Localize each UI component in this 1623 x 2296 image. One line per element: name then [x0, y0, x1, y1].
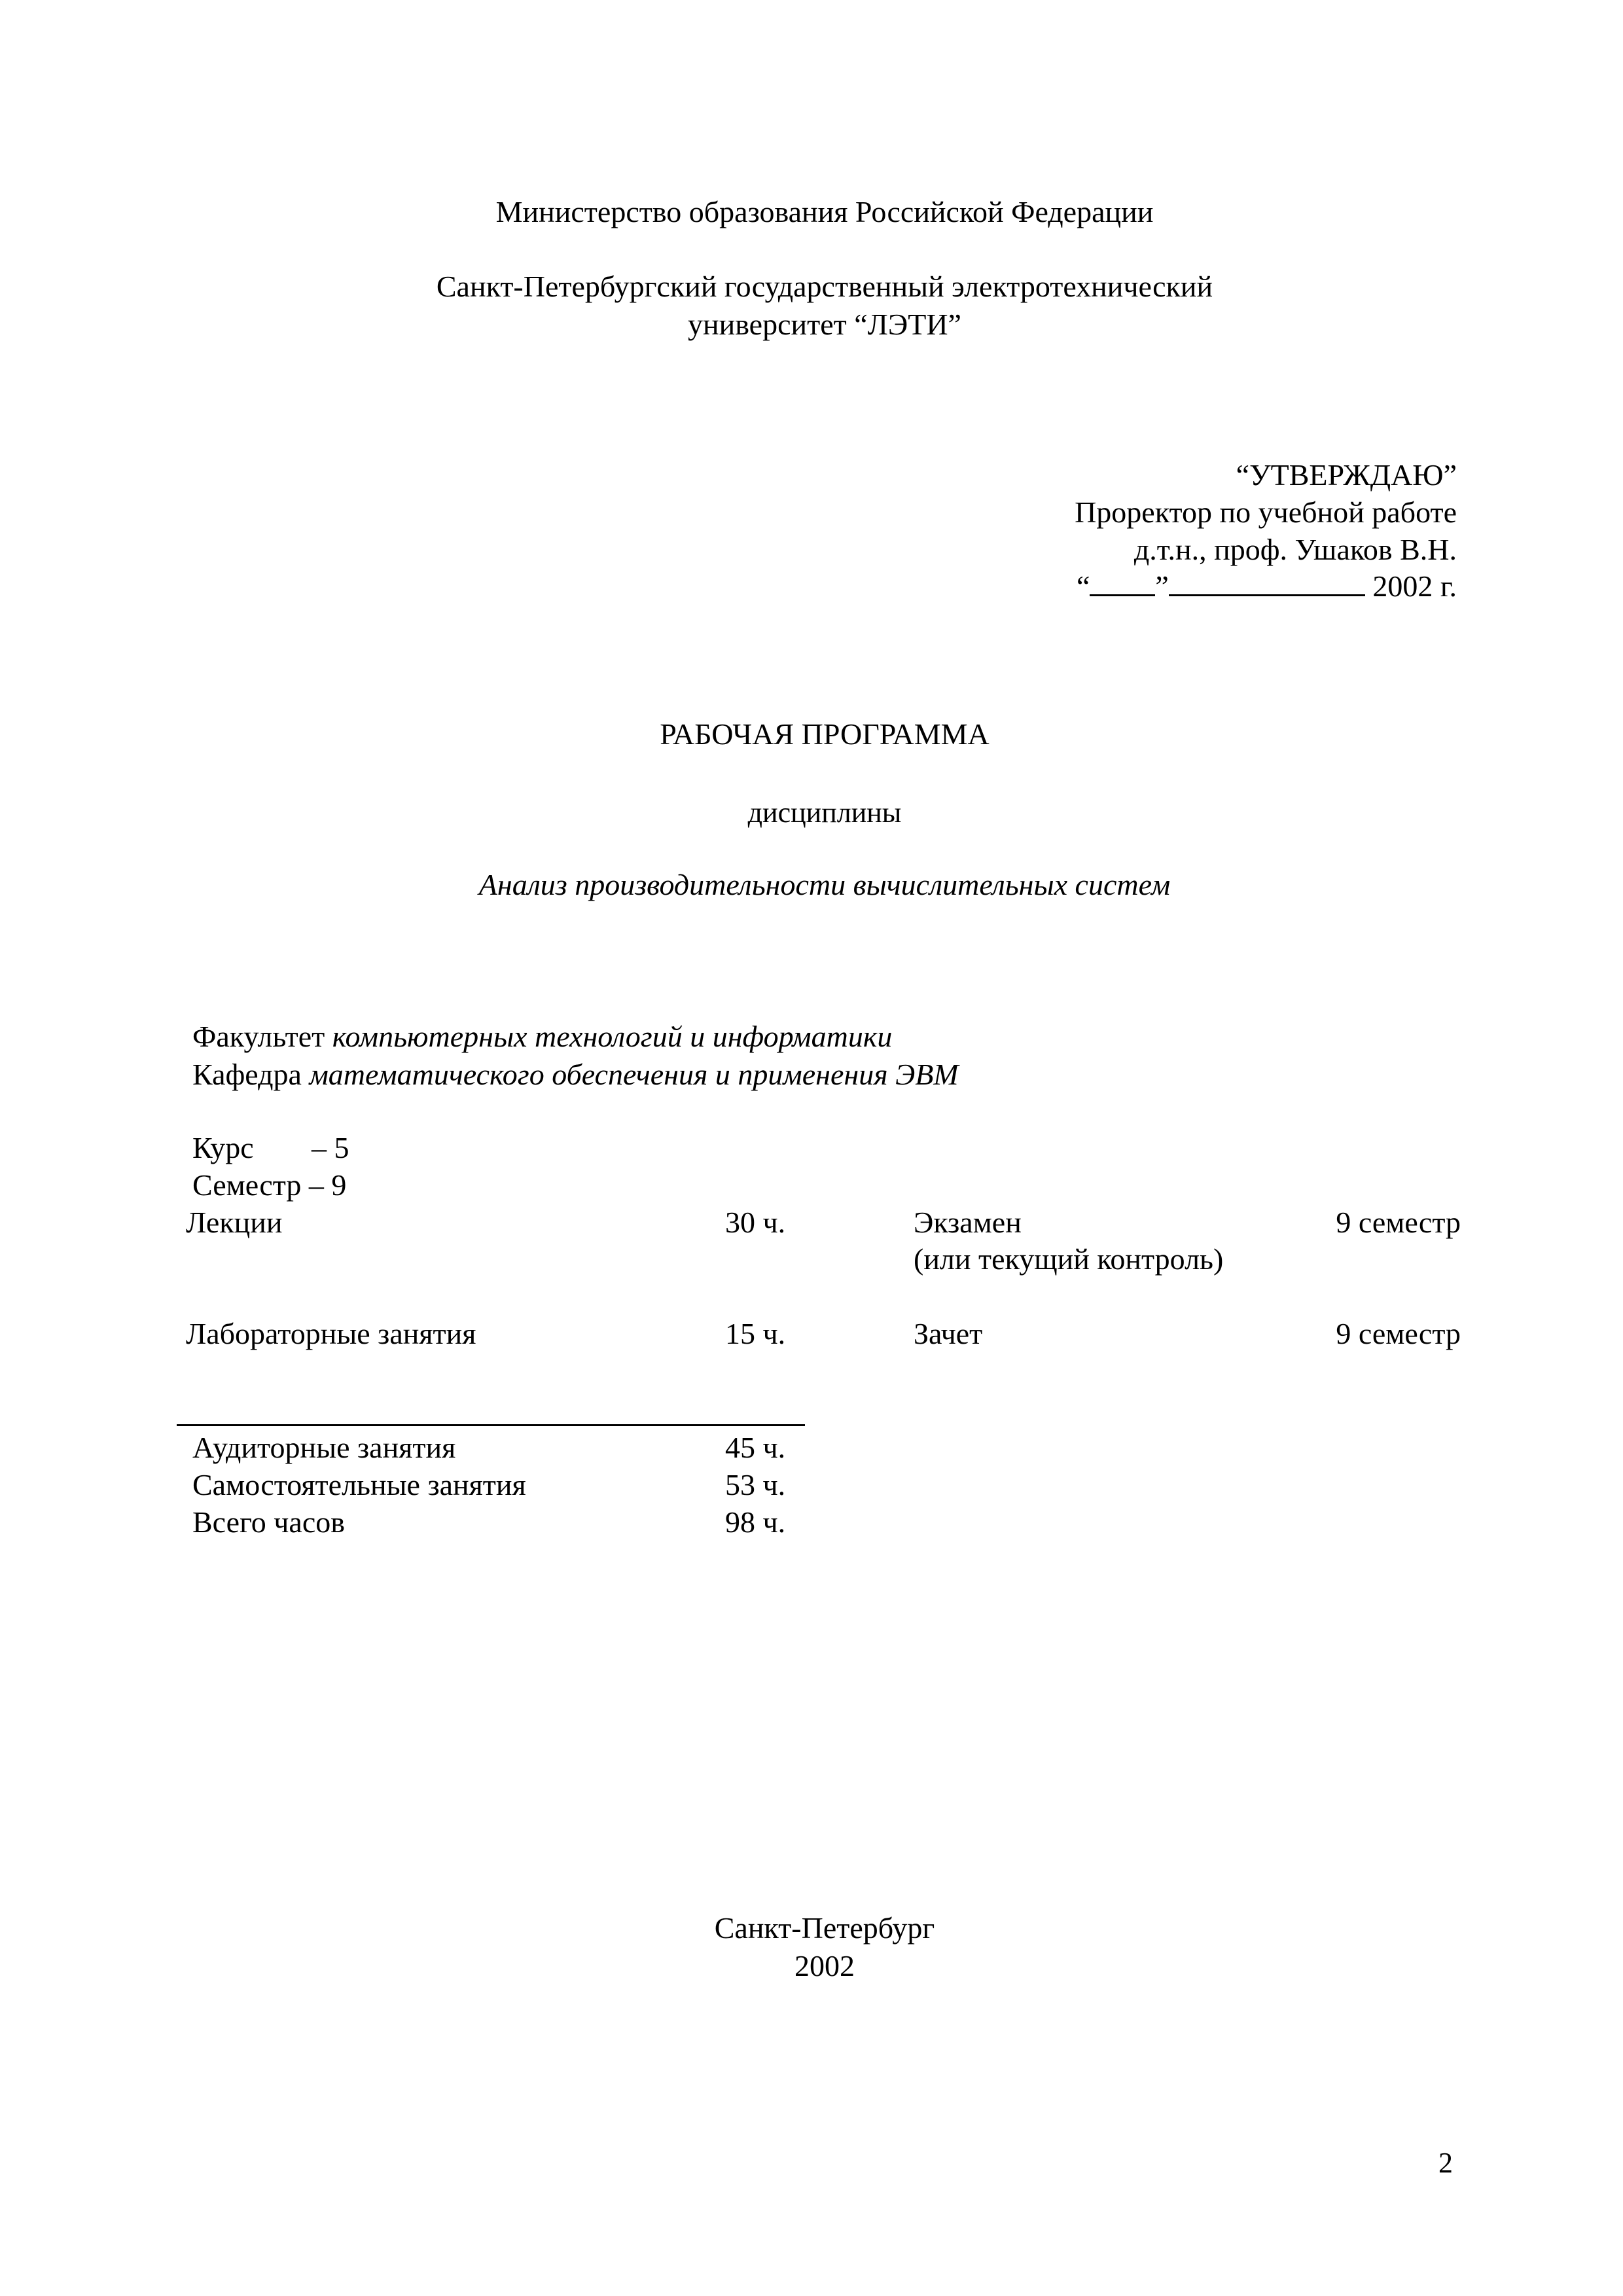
approval-date-line — [1077, 568, 1457, 605]
approval-person: д.т.н., проф. Ушаков В.Н. — [1133, 533, 1457, 566]
department-name: математического обеспечения и применения ЭВМ — [309, 1058, 959, 1091]
labs-value: 15 ч. — [725, 1317, 786, 1350]
approval-year: 2002 г. — [1372, 569, 1457, 603]
exam-note: (или текущий контроль) — [914, 1242, 1224, 1276]
footer-year: 2002 — [794, 1949, 855, 1982]
lectures-value: 30 ч. — [725, 1206, 786, 1239]
semester-line: Семестр – 9 — [192, 1168, 347, 1202]
date-quote-open: “ — [1076, 569, 1090, 603]
classroom-label: Аудиторные занятия — [192, 1431, 456, 1464]
university-line-1: Санкт-Петербургский государственный электротехнический — [436, 270, 1213, 303]
faculty-name: компьютерных технологий и информатики — [332, 1020, 893, 1053]
lectures-label: Лекции — [186, 1206, 283, 1239]
footer-city: Санкт-Петербург — [714, 1911, 935, 1945]
course-value: – 5 — [312, 1131, 349, 1164]
approval-position: Проректор по учебной работе — [1075, 495, 1457, 529]
university-line-2: университет “ЛЭТИ” — [688, 308, 961, 341]
faculty-label: Факультет — [192, 1020, 325, 1053]
exam-label: Экзамен — [914, 1206, 1022, 1239]
total-hours-value: 98 ч. — [725, 1505, 786, 1539]
date-quote-close: ” — [1155, 569, 1169, 603]
exam-value: 9 семестр — [1336, 1206, 1461, 1239]
department-label: Кафедра — [192, 1058, 302, 1091]
department-line — [192, 1056, 959, 1093]
faculty-line — [192, 1018, 892, 1055]
program-title: РАБОЧАЯ ПРОГРАММА — [660, 717, 990, 751]
total-hours-label: Всего часов — [192, 1505, 345, 1539]
discipline-name: Анализ производительности вычислительных систем — [478, 868, 1171, 901]
discipline-word: дисциплины — [747, 797, 902, 829]
labs-label: Лабораторные занятия — [186, 1317, 476, 1350]
month-blank — [1169, 568, 1365, 596]
credit-value: 9 семестр — [1336, 1317, 1461, 1350]
approval-heading: “УТВЕРЖДАЮ” — [1236, 458, 1457, 492]
totals-divider — [177, 1424, 805, 1426]
course-label: Курс — [192, 1131, 254, 1164]
classroom-value: 45 ч. — [725, 1431, 786, 1464]
self-study-label: Самостоятельные занятия — [192, 1468, 526, 1501]
credit-label: Зачет — [914, 1317, 983, 1350]
self-study-value: 53 ч. — [725, 1468, 786, 1501]
page-number: 2 — [1438, 2147, 1453, 2179]
ministry-line: Министерство образования Российской Федерации — [495, 195, 1154, 228]
day-blank — [1090, 568, 1155, 596]
